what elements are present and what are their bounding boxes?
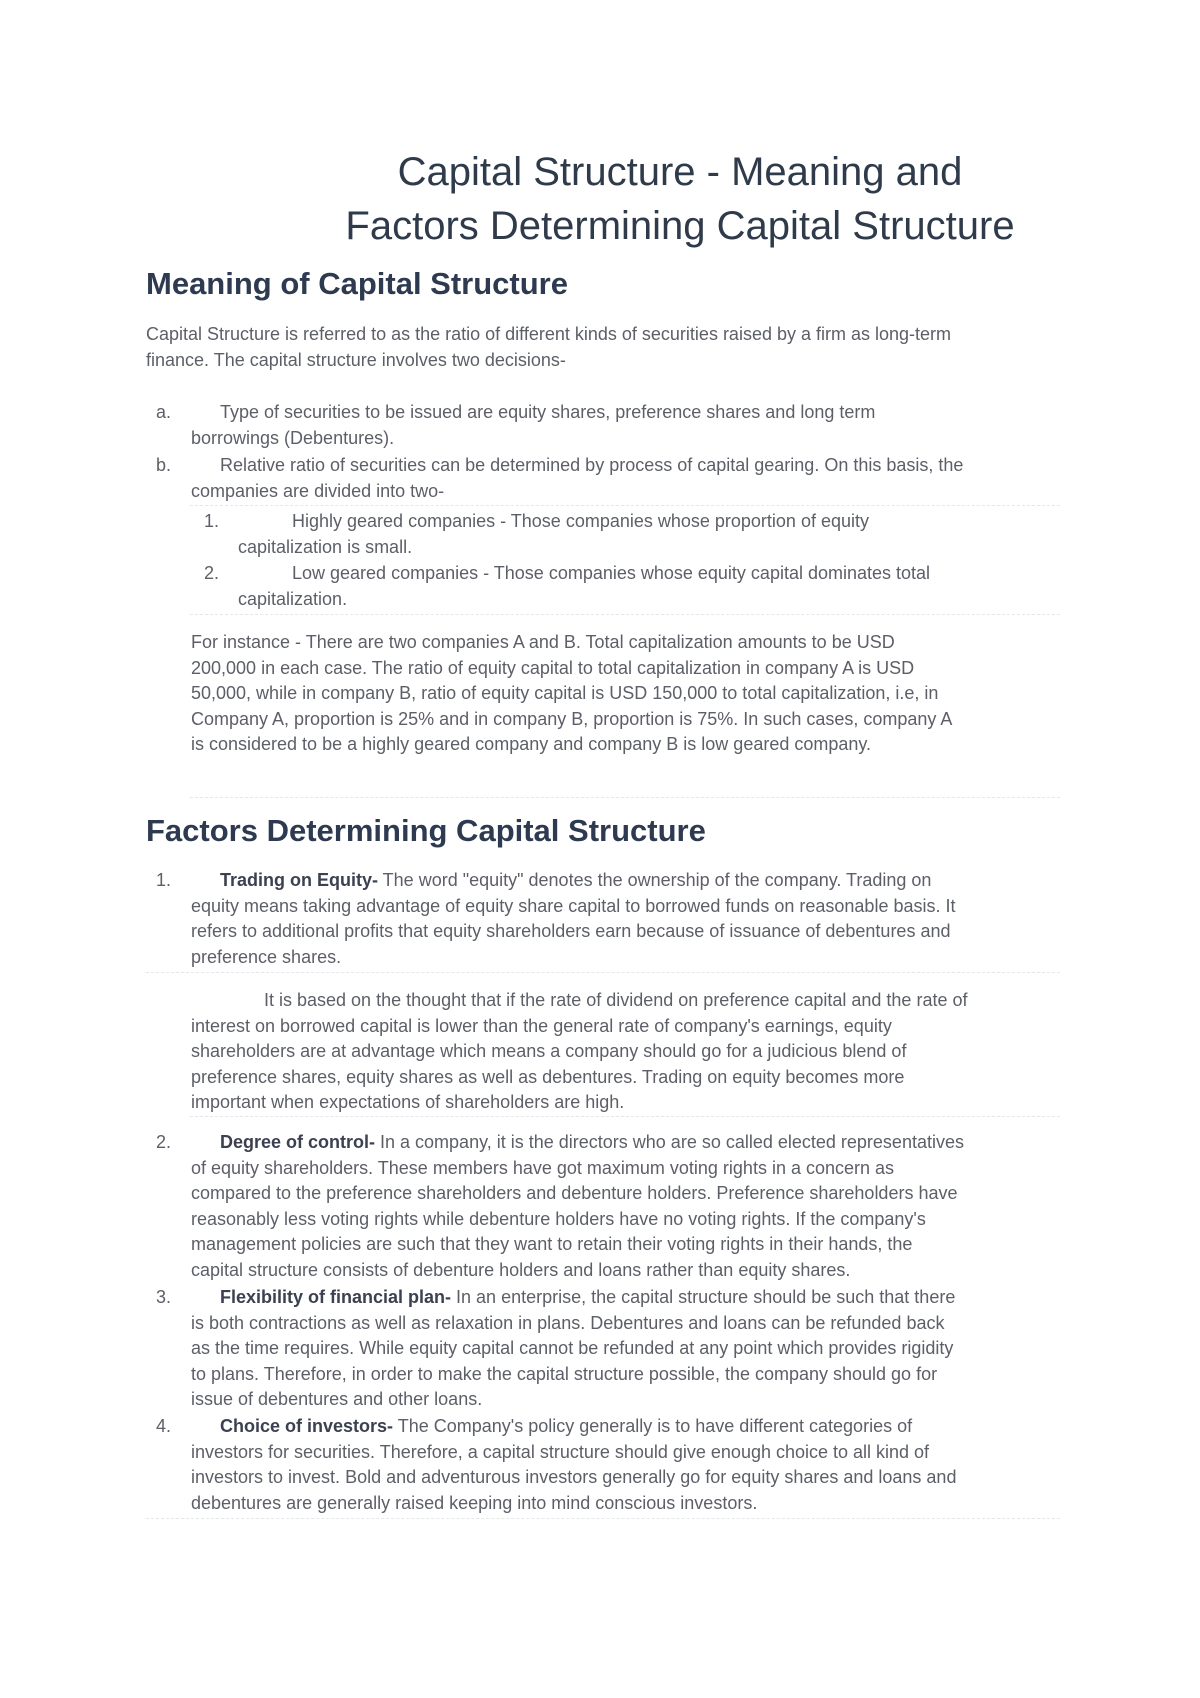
meaning-heading: Meaning of Capital Structure [146,266,568,301]
example-paragraph [191,630,1071,758]
factor-first-line [191,868,1081,894]
sublist-item-text-cont: capitalization is small. [238,536,413,557]
title-line-1: Capital Structure - Meaning and [397,150,963,194]
divider [190,797,1060,798]
factor-line: is both contractions as well as relaxation in plans. Debentures and loans can be refunded back [191,1312,945,1333]
meaning-intro-line-1: Capital Structure is referred to as the ratio of different kinds of securities raised by a firm as long-term [146,324,952,344]
sublist-item-text: Highly geared companies - Those companies whose proportion of equity [292,511,869,531]
factors-heading: Factors Determining Capital Structure [146,813,706,848]
list-item-text-cont: companies are divided into two- [191,480,445,501]
factor-first-text: In an enterprise, the capital structure should be such that there [451,1287,956,1307]
divider [146,972,1060,973]
paragraph-line: shareholders are at advantage which means a company should go for a judicious blend of [191,1041,907,1061]
factor-item-1 [146,868,1076,972]
factor-line: as the time requires. While equity capital cannot be refunded at any point which provides rigidity [191,1338,954,1358]
list-item-text: Relative ratio of securities can be determined by process of capital gearing. On this basis, the [220,455,964,475]
divider [146,1518,1060,1519]
factor-line: preference shares. [191,946,342,967]
factor-line: management policies are such that they want to retain their voting rights in their hands, the [191,1234,913,1254]
factor-lead: Flexibility of financial plan- [220,1287,452,1307]
factor-line: capital structure consists of debenture holders and loans rather than equity shares. [191,1259,851,1280]
factor-line: refers to additional profits that equity shareholders earn because of issuance of debentures and [191,921,951,941]
factor-marker: 3. [156,1287,172,1307]
factor-line: of equity shareholders. These members have got maximum voting rights in a concern as [191,1157,895,1178]
meaning-intro [146,322,1086,373]
factor-first-text: The Company's policy generally is to have different categories of [393,1416,913,1436]
meaning-intro-line-2: finance. The capital structure involves two decisions- [146,349,566,370]
factor-line: compared to the preference shareholders and debenture holders. Preference shareholders have [191,1183,958,1203]
factor-line: investors to invest. Bold and adventurous investors generally go for equity shares and loans and [191,1467,957,1487]
factor-item-2 [146,1130,1076,1284]
factor-item-3 [146,1285,1076,1413]
list-item-text-cont: borrowings (Debentures). [191,427,395,448]
factor-1-paragraph [191,988,1081,1116]
sublist-item-text-cont: capitalization. [238,588,348,609]
example-line: 50,000, while in company B, ratio of equity capital is USD 150,000 to total capitalization, i.e, in [191,683,939,703]
sublist-item-1 [190,509,1070,561]
divider [190,614,1060,615]
list-marker: a. [156,402,172,422]
factor-line: debentures are generally raised keeping into mind conscious investors. [191,1492,758,1513]
example-line: 200,000 in each case. The ratio of equity capital to total capitalization in company A is USD [191,657,915,678]
title-line-2: Factors Determining Capital Structure [345,204,1015,248]
list-item-b [146,453,1076,505]
example-line: For instance - There are two companies A and B. Total capitalization amounts to be USD [191,632,895,652]
factor-first-text: The word "equity" denotes the ownership of the company. Trading on [378,870,932,890]
factor-first-line [191,1414,1081,1440]
factor-line: investors for securities. Therefore, a capital structure should give enough choice to all kind of [191,1441,930,1462]
sublist-marker: 1. [204,511,220,531]
example-line: Company A, proportion is 25% and in company B, proportion is 75%. In such cases, company A [191,708,953,729]
paragraph-line: preference shares, equity shares as well as debentures. Trading on equity becomes more [191,1066,905,1087]
factor-marker: 2. [156,1132,172,1152]
divider [190,505,1060,506]
paragraph-line: interest on borrowed capital is lower than the general rate of company's earnings, equity [191,1015,892,1036]
factor-line: to plans. Therefore, in order to make the capital structure possible, the company should go for [191,1363,938,1384]
factor-marker: 1. [156,870,172,890]
divider [190,1116,1060,1117]
factor-item-4 [146,1414,1076,1518]
list-item-a [146,400,1076,452]
factor-line: issue of debentures and other loans. [191,1389,483,1409]
factor-first-line [191,1130,1081,1156]
example-line: is considered to be a highly geared company and company B is low geared company. [191,734,872,754]
factor-marker: 4. [156,1416,172,1436]
factor-lead: Choice of investors- [220,1416,394,1436]
sublist-item-2 [190,561,1070,613]
factor-first-text: In a company, it is the directors who are so called elected representatives [375,1132,964,1152]
document-title [250,145,1110,253]
factor-first-line [191,1285,1081,1311]
paragraph-line: It is based on the thought that if the rate of dividend on preference capital and the rate of [264,990,968,1010]
paragraph-line: important when expectations of shareholders are high. [191,1092,625,1112]
factor-lead: Trading on Equity- [220,870,378,890]
sublist-item-text: Low geared companies - Those companies whose equity capital dominates total [292,563,931,583]
list-item-text: Type of securities to be issued are equity shares, preference shares and long term [220,402,876,422]
list-marker: b. [156,455,172,475]
sublist-marker: 2. [204,563,220,583]
factor-lead: Degree of control- [220,1132,376,1152]
factor-line: equity means taking advantage of equity share capital to borrowed funds on reasonable basis. It [191,895,956,916]
factor-line: reasonably less voting rights while debenture holders have no voting rights. If the company's [191,1208,926,1229]
